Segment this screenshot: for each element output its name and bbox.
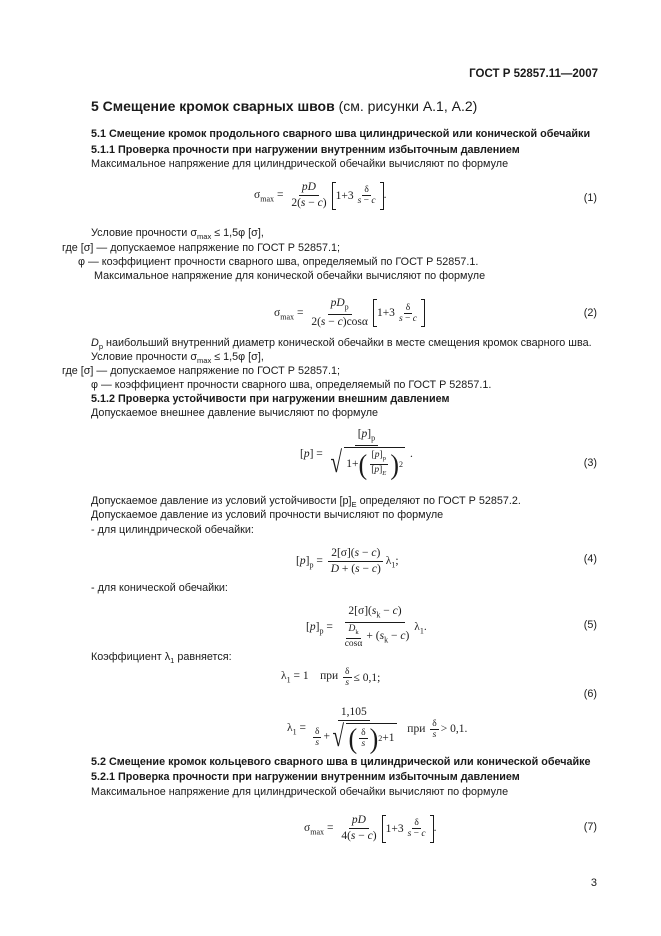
section-5-title-bold: 5 Смещение кромок сварных швов [91,98,335,114]
phi-definition-1: φ — коэффициент прочности сварного шва, определяемый по ГОСТ Р 52857.1. [78,256,479,268]
section-5-2-1-title: 5.2.1 Проверка прочности при нагружении внутренним избыточным давлением [91,771,520,783]
paragraph-stability-pressure: Допускаемое давление из условий устойчивости $[p]_E$ определяют по ГОСТ Р 52857.2. [91,495,521,510]
section-5-1-2-title: 5.1.2 Проверка устойчивости при нагружении внешним давлением [91,393,450,405]
strength-condition-2: Условие прочности $\sigma_{max} \le 1,5\varphi$ [σ], [91,351,264,366]
label-cylindrical-shell: - для цилиндрической обечайки: [91,524,254,536]
equation-5: $[p]_p$ = $2[\sigma](s_k - c)$ $\frac{D_k}{\cos\alpha}$ + $(s_k - c)$ $\lambda_1$. [306,605,427,650]
paragraph-cyl-max-stress: Максимальное напряжение для цилиндрической обечайки вычисляют по формуле [91,158,509,170]
equation-7-number: (7) [583,821,597,833]
section-5-title-rest: (см. рисунки А.1, А.2) [334,98,478,114]
equation-6-number: (6) [583,688,597,700]
strength-condition-1: Условие прочности $\sigma_{max} \le 1,5\varphi$ [σ], [91,227,264,242]
equation-2: $\sigma_{max}$ = $\frac{pD_p}{2(s - c)\cos\alpha}$ 1+3 $\frac{\delta}{s - c}$ [274,297,425,329]
paragraph-ring-weld-max-stress: Максимальное напряжение для цилиндрической обечайки вычисляют по формуле [91,786,509,798]
where-allowable-stress-2: где [σ] — допускаемое напряжение по ГОСТ Р 52857.1; [62,365,340,377]
equation-1-number: (1) [583,192,597,204]
equation-2-number: (2) [583,307,597,319]
paragraph-cone-max-stress: Максимальное напряжение для конической обечайки вычисляют по формуле [94,270,486,282]
equation-3: [p] = $[p]_p$ √ 1+ ( $\frac{[p]_p}{[p]_E}$ ) 2 . [300,428,413,481]
dp-definition: $D_p$ наибольший внутренний диаметр конической обечайки в месте смещения кромок сварного шва. [91,337,592,352]
page-number: 3 [590,877,597,889]
equation-4: $[p]_p$ = $\frac{2[\sigma](s - c)}{D + (s - c)}$ $\lambda_1$; [296,547,399,575]
phi-definition-2: φ — коэффициент прочности сварного шва, определяемый по ГОСТ Р 52857.1. [91,379,492,391]
equation-6b: $\lambda_1$ = 1,105 $\frac{\delta}{s}$ + √ ( $\frac{\delta}{s}$ ) 2 +1 при $\frac{\delta}{s}$ > 0,1. [287,706,468,754]
where-allowable-stress-1: где [σ] — допускаемое напряжение по ГОСТ Р 52857.1; [62,242,340,254]
standard-header: ГОСТ Р 52857.11—2007 [469,68,598,80]
equation-4-number: (4) [583,553,597,565]
coefficient-lambda-text: Коэффициент $\lambda_1$ равняется: [91,651,232,666]
equation-6a: $\lambda_1 = 1$ при $\frac{\delta}{s}$ ≤ 0,1; [281,667,381,688]
section-5-2-title: 5.2 Смещение кромок кольцевого сварного шва в цилиндрической или конической обечайке [91,756,591,768]
label-conical-shell: - для конической обечайки: [91,582,228,594]
section-5-title [91,98,477,114]
equation-7: $\sigma_{max}$ = $\frac{pD}{4(s - c)}$ 1+3 $\frac{\delta}{s - c}$ . [304,814,437,842]
section-5-1-1-title: 5.1.1 Проверка прочности при нагружении внутренним избыточным давлением [91,144,520,156]
section-5-1-title: 5.1 Смещение кромок продольного сварного шва цилиндрической или конической обечайки [91,128,591,140]
equation-3-number: (3) [583,457,597,469]
equation-1: $\sigma_{max}$ = $\frac{pD}{2(s - c)}$ 1+3 $\frac{\delta}{s - c}$ . [254,181,387,209]
paragraph-strength-pressure: Допускаемое давление из условий прочности вычисляют по формуле [91,509,444,521]
equation-5-number: (5) [583,619,597,631]
paragraph-external-pressure: Допускаемое внешнее давление вычисляют по формуле [91,407,379,419]
